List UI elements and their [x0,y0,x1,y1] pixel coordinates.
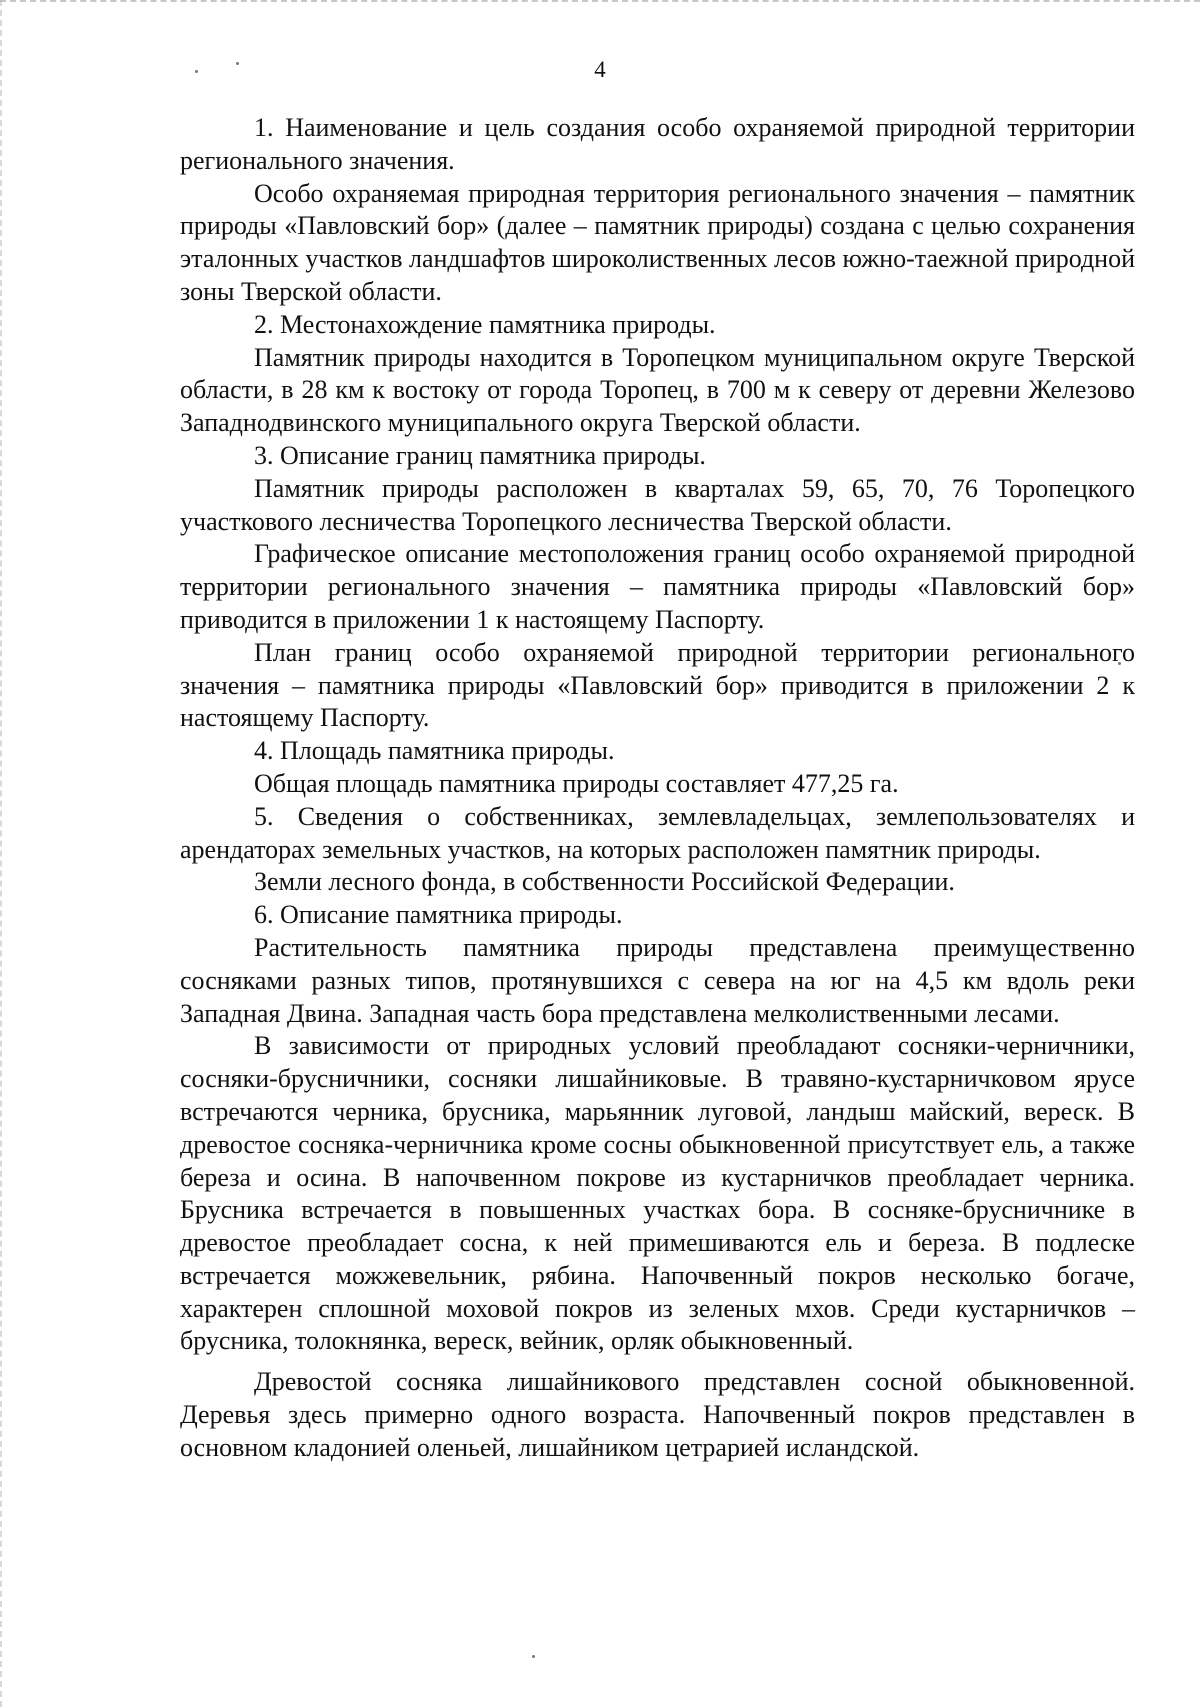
section-heading-5: 5. Сведения о собственниках, землевладельцах, землепользователях и арендаторах земельных участков, на которых расположен памятник природы. [180,801,1135,864]
paragraph-owners: Земли лесного фонда, в собственности Российской Федерации. [254,867,955,897]
paragraph-lichen-pine: Древостой сосняка лишайникового представлен сосной обыкновенной. Деревья здесь примерно одного возраста. Напочвенный покров представлен в основном кладонией оленьей, лишайником цетрарией исландской. [180,1367,1135,1462]
paragraph-forest-types: В зависимости от природных условий преобладают сосняки-черничники, сосняки-брусничники, сосняки лишайниковые. В травяно-кустарничковом ярусе встречаются черника, брусника, марьянник луговой, ландыш майский, вереск. В древостое сосняка-черничника кроме сосны обыкновенной присутствует ель, а также береза и осина. В напочвенном покрове из кустарничков преобладает черника. Брусника встречается в повышенных участках бора. В сосняке-брусничнике в древостое преобладает сосна, к ней примешиваются ель и береза. В подлеске встречается можжевельник, рябина. Напочвенный покров несколько богаче, характерен сплошной моховой покров из зеленых мхов. Среди кустарничков – брусника, толокнянка, вереск, вейник, орляк обыкновенный. [180,1031,1135,1356]
document-body [180,112,1135,1465]
paragraph-boundary-plan: План границ особо охраняемой природной территории регионального значения – памятника природы «Павловский бор» приводится в приложении 2 к настоящему Паспорту. [180,637,1135,733]
paragraph-area: Общая площадь памятника природы составляет 477,25 га. [254,768,899,798]
scan-left-edge [0,0,4,1707]
paragraph-quarters: Памятник природы расположен в кварталах 59, 65, 70, 76 Торопецкого участкового лесничества Торопецкого лесничества Тверской области. [180,473,1135,536]
scan-speck [532,1655,535,1658]
section-heading-2: 2. Местонахождение памятника природы. [254,309,716,339]
section-heading-4: 4. Площадь памятника природы. [254,736,615,766]
section-heading-6: 6. Описание памятника природы. [254,900,623,930]
paragraph-vegetation: Растительность памятника природы представлена преимущественно сосняками разных типов, протянувшихся с севера на юг на 4,5 км вдоль реки Западная Двина. Западная часть бора представлена мелколиственными лесами. [180,932,1135,1028]
section-heading-3: 3. Описание границ памятника природы. [254,440,706,470]
page-number: 4 [594,57,606,82]
paragraph-purpose: Особо охраняемая природная территория регионального значения – памятник природы «Павловский бор» (далее – памятник природы) создана с целью сохранения эталонных участков ландшафтов широколиственных лесов южно-таежной природной зоны Тверской области. [180,178,1135,306]
scan-top-edge [0,0,1200,5]
section-heading-1: 1. Наименование и цель создания особо охраняемой природной территории регионального значения. [180,113,1135,175]
paragraph-graphic-description: Графическое описание местоположения границ особо охраняемой природной территории регионального значения – памятника природы «Павловский бор» приводится в приложении 1 к настоящему Паспорту. [180,539,1135,634]
paragraph-location: Памятник природы находится в Торопецком муниципальном округе Тверской области, в 28 км к востоку от города Торопец, в 700 м к северу от деревни Железово Западнодвинского муниципального округа Тверской области. [180,342,1135,438]
